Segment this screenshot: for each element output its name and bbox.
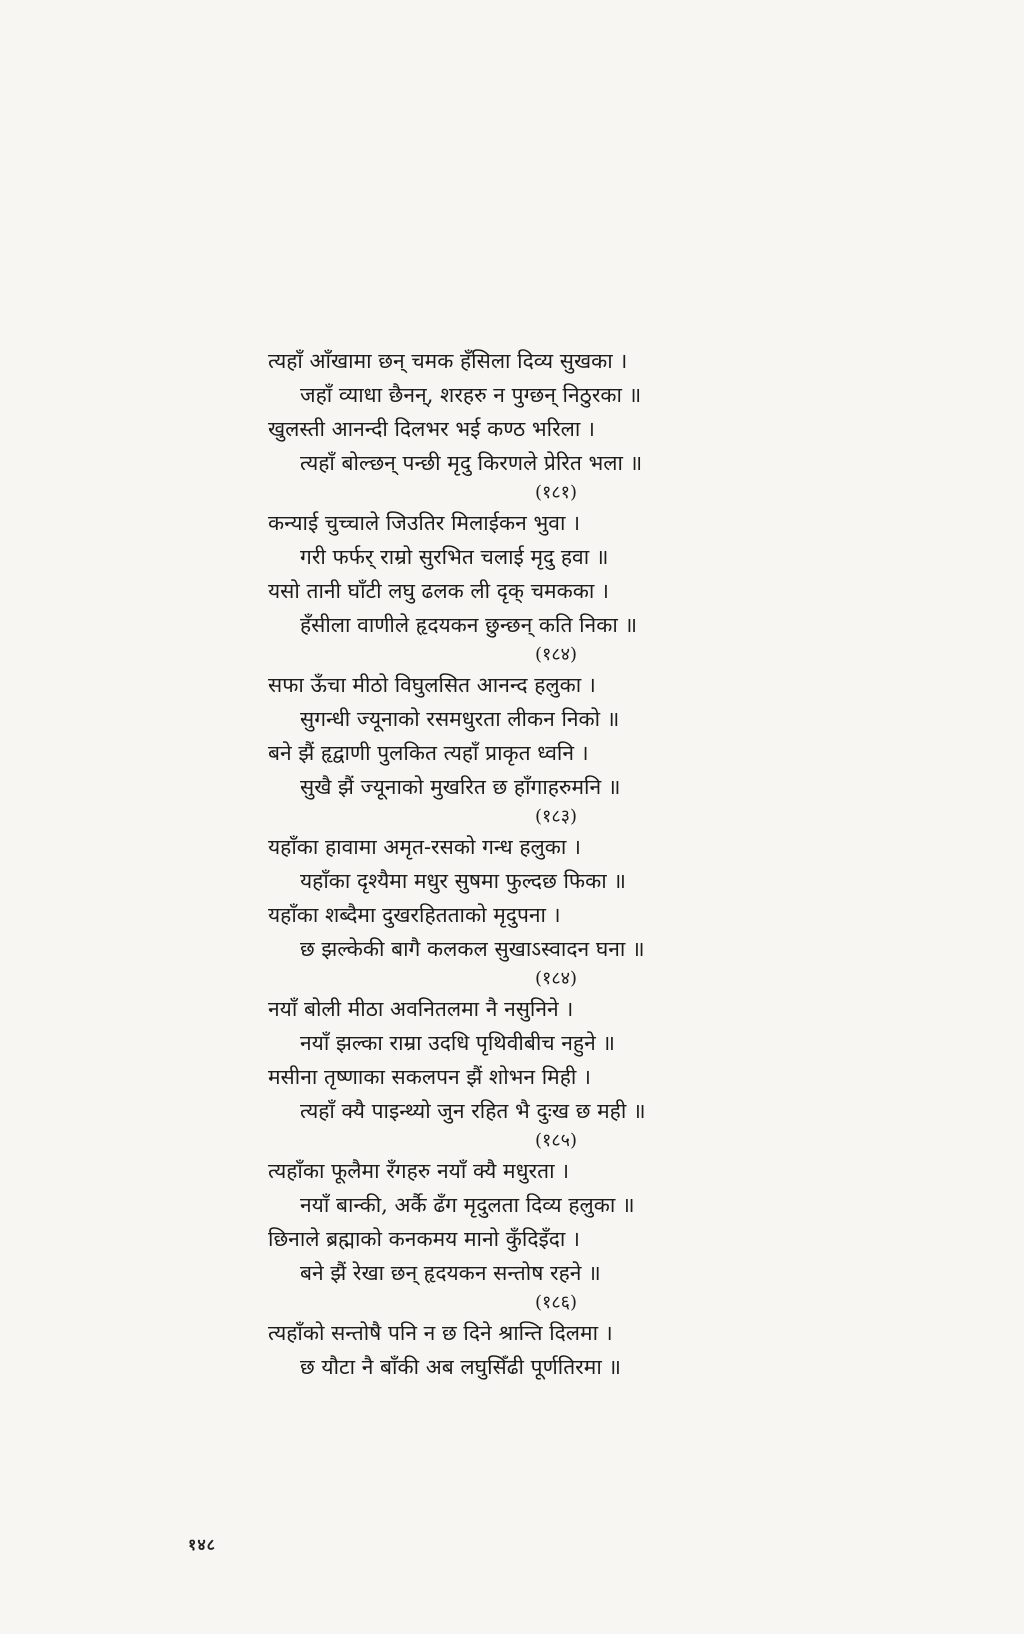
verse-number: (१८१) [534,482,578,503]
verse-line: मसीना तृष्णाका सकलपन झैं शोभन मिही । [268,1065,591,1089]
verse-line: सुगन्धी ज्यूनाको रसमधुरता लीकन निको ॥ [300,707,620,731]
poem-body [268,344,804,1384]
verse-line: यहाँका हावामा अमृत-रसको गन्ध हलुका । [268,835,581,859]
verse-number: (१८५) [534,1130,578,1151]
verse-line: त्यहाँ बोल्छन् पन्छी मृदु किरणले प्रेरित भला ॥ [300,451,643,475]
verse-line: जहाँ व्याधा छैनन्, शरहरु न पुग्छन् निठुरका ॥ [300,383,642,407]
verse-line: नयाँ बान्की, अर्कै ढँग मृदुलता दिव्य हलुका ॥ [300,1193,635,1217]
verse-line: त्यहाँका फूलैमा रँगहरु नयाँ क्यै मधुरता । [268,1159,570,1183]
verse-line: छ झल्केकी बागै कलकल सुखाऽस्वादन घना ॥ [300,937,645,961]
verse-line: यसो तानी घाँटी लघु ढलक ली दृक् चमकका । [268,579,609,603]
verse-line: छ यौटा नै बाँकी अब लघुसिँढी पूर्णतिरमा ॥ [300,1355,622,1379]
verse-line: सफा ऊँचा मीठो विघुलसित आनन्द हलुका । [268,673,596,697]
verse-line: गरी फर्फर् राम्रो सुरभित चलाई मृदु हवा ॥ [300,545,609,569]
verse-line: हँसीला वाणीले हृदयकन छुन्छन् कति निका ॥ [300,613,638,637]
verse-number: (१८३) [534,806,578,827]
verse-line: त्यहाँ आँखामा छन् चमक हँसिला दिव्य सुखका । [268,349,628,373]
page-number: १४८ [188,1535,216,1554]
verse-line: छिनाले ब्रह्माको कनकमय मानो कुँदिइँदा । [268,1227,581,1251]
verse-line: सुखै झैं ज्यूनाको मुखरित छ हाँगाहरुमनि ॥ [300,775,621,799]
verse-line: बने झैं रेखा छन् हृदयकन सन्तोष रहने ॥ [300,1261,601,1285]
verse-line: त्यहाँको सन्तोषै पनि न छ दिने श्रान्ति दिलमा । [268,1321,613,1345]
verse-line: नयाँ बोली मीठा अवनितलमा नै नसुनिने । [268,997,574,1021]
verse-number: (१८४) [534,644,578,665]
verse-line: बने झैं हृद्वाणी पुलकित त्यहाँ प्राकृत ध्वनि । [268,741,589,765]
verse-number: (१८६) [534,1292,578,1313]
verse-line: नयाँ झल्का राम्रा उदधि पृथिवीबीच नहुने ॥ [300,1031,615,1055]
verse-number: (१८४) [534,968,578,989]
verse-line: कन्याई चुच्चाले जिउतिर मिलाईकन भुवा । [268,511,581,535]
verse-line: त्यहाँ क्यै पाइन्थ्यो जुन रहित भै दुःख छ मही ॥ [300,1099,646,1123]
verse-line: खुलस्ती आनन्दी दिलभर भई कण्ठ भरिला । [268,417,595,441]
verse-line: यहाँका शब्दैमा दुखरहितताको मृदुपना । [268,903,561,927]
verse-line: यहाँका दृश्यैमा मधुर सुषमा फुल्दछ फिका ॥ [300,869,626,893]
